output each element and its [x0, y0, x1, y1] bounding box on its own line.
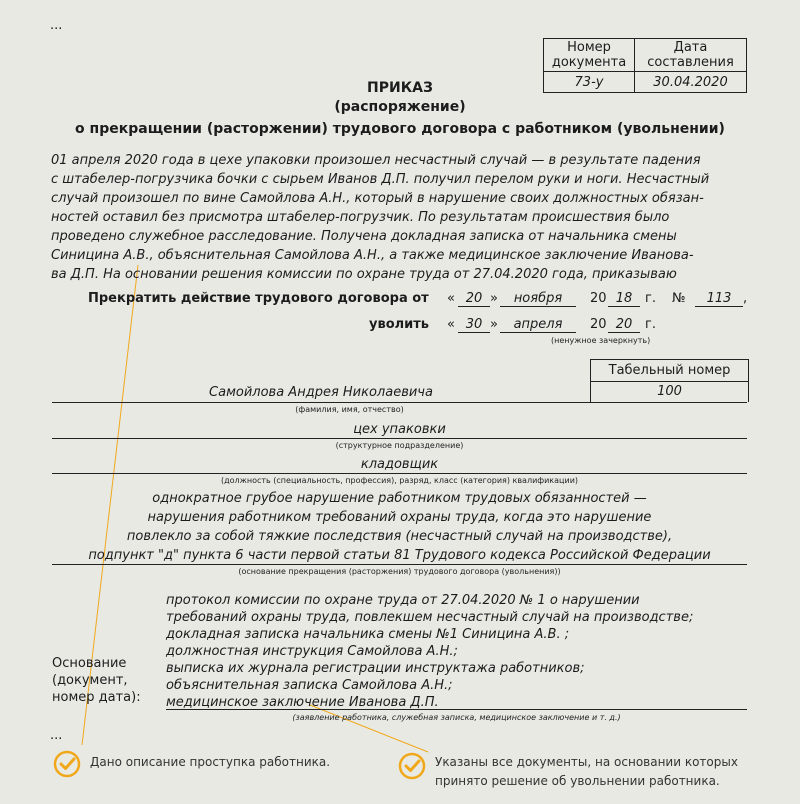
- doc-number-value: 73-у: [544, 72, 635, 93]
- contract-year-suffix: 18: [608, 291, 640, 307]
- number-comma: ,: [743, 291, 748, 306]
- basis-line: [166, 709, 747, 710]
- employee-name: Самойлова Андрея Николаевича: [209, 385, 433, 400]
- number-sign: №: [672, 291, 686, 306]
- reason-line: [52, 564, 747, 565]
- doc-number-header: Номер документа: [544, 39, 635, 72]
- dismiss-year-suffix: 20: [608, 317, 640, 333]
- dismiss-day: 30: [458, 317, 490, 333]
- dismiss-label: уволить: [369, 317, 430, 332]
- check-circle-icon: [53, 750, 81, 778]
- dismiss-year-prefix: 20: [590, 317, 607, 332]
- check-circle-icon: [398, 752, 426, 780]
- incident-description: 01 апреля 2020 года в цехе упаковки произошел несчастный случай — в результате падения с штабелер-погрузчика бочки с сырьем Иванов Д.П. получил перелом руки и ноги. Несчастный случай произошел по вине Самойлова А.Н., который в нарушение своих должностных обязан- ностей оставил без присмотра штабелер-погрузчик. По результатам происшествия было проведено служебное расследование. Получена докладная записка от начальника смены Синицина А.В., объяснительная Самойлова А.Н., а также медицинское заключение Иванова- ва Д.П. На основании решения комиссии по охране труда от 27.04.2020 года, приказываю: [51, 153, 710, 282]
- department-line: [52, 438, 747, 439]
- position-hint: (должность (специальность, профессия), разряд, класс (категория) квалификации): [220, 476, 579, 485]
- ellipsis-bottom: ...: [50, 728, 63, 743]
- note-description: Дано описание проступка работника.: [90, 755, 331, 769]
- document-title: ПРИКАЗ: [367, 80, 433, 96]
- contract-year-unit: г.: [645, 291, 656, 306]
- contract-month: ноября: [500, 291, 576, 307]
- name-hint: (фамилия, имя, отчество): [295, 405, 404, 414]
- dismiss-month: апреля: [500, 317, 576, 333]
- name-line: [52, 402, 747, 403]
- dismissal-reason: однократное грубое нарушение работником трудовых обязанностей — нарушения работником требований охраны труда, когда это нарушение повлекло за собой тяжкие последствия (несчастный случай на производстве), подпункт "д" пункта 6 части первой статьи 81 Трудового кодекса Российской Федерации: [88, 491, 711, 563]
- tab-number-header: Табельный номер: [590, 359, 749, 382]
- contract-number: 113: [695, 291, 743, 307]
- position-line: [52, 473, 747, 474]
- ellipsis-top: ...: [50, 18, 63, 33]
- strike-hint: (ненужное зачеркнуть): [551, 336, 651, 345]
- position-value: кладовщик: [360, 457, 439, 472]
- document-subtitle: (распоряжение): [334, 99, 466, 115]
- contract-day: 20: [458, 291, 490, 307]
- dismiss-year-unit: г.: [645, 317, 656, 332]
- doc-date-value: 30.04.2020: [635, 72, 747, 93]
- basis-label: Основание (документ, номер дата):: [52, 656, 141, 705]
- contract-year-prefix: 20: [590, 291, 607, 306]
- note-documents: Указаны все документы, на основании которых принято решение об увольнении работника.: [435, 755, 738, 788]
- department-hint: (структурное подразделение): [335, 441, 464, 450]
- quote-open: «: [447, 291, 455, 306]
- basis-documents: протокол комиссии по охране труда от 27.04.2020 № 1 о нарушении требований охраны труда, повлекшем несчастный случай на производстве; докладная записка начальника смены №1 Синицина А.В. ; должностная инструкция Самойлова А.Н.; выписка их журнала регистрации инструктажа работников; объяснительная записка Самойлова А.Н.; медицинское заключение Иванова Д.П.: [166, 593, 694, 710]
- quote-close: »: [490, 291, 498, 306]
- basis-hint: (заявление работника, служебная записка, медицинское заключение и т. д.): [292, 713, 621, 722]
- dismiss-quote-open: «: [447, 317, 455, 332]
- department-value: цех упаковки: [353, 422, 446, 437]
- tab-number-value: 100: [590, 381, 749, 402]
- document-heading: о прекращении (расторжении) трудового договора с работником (увольнении): [75, 121, 725, 137]
- dismiss-quote-close: »: [490, 317, 498, 332]
- doc-date-header: Дата составления: [635, 39, 747, 72]
- reason-hint: (основание прекращения (расторжения) трудового договора (увольнения)): [238, 567, 561, 576]
- termination-label: Прекратить действие трудового договора от: [88, 291, 429, 306]
